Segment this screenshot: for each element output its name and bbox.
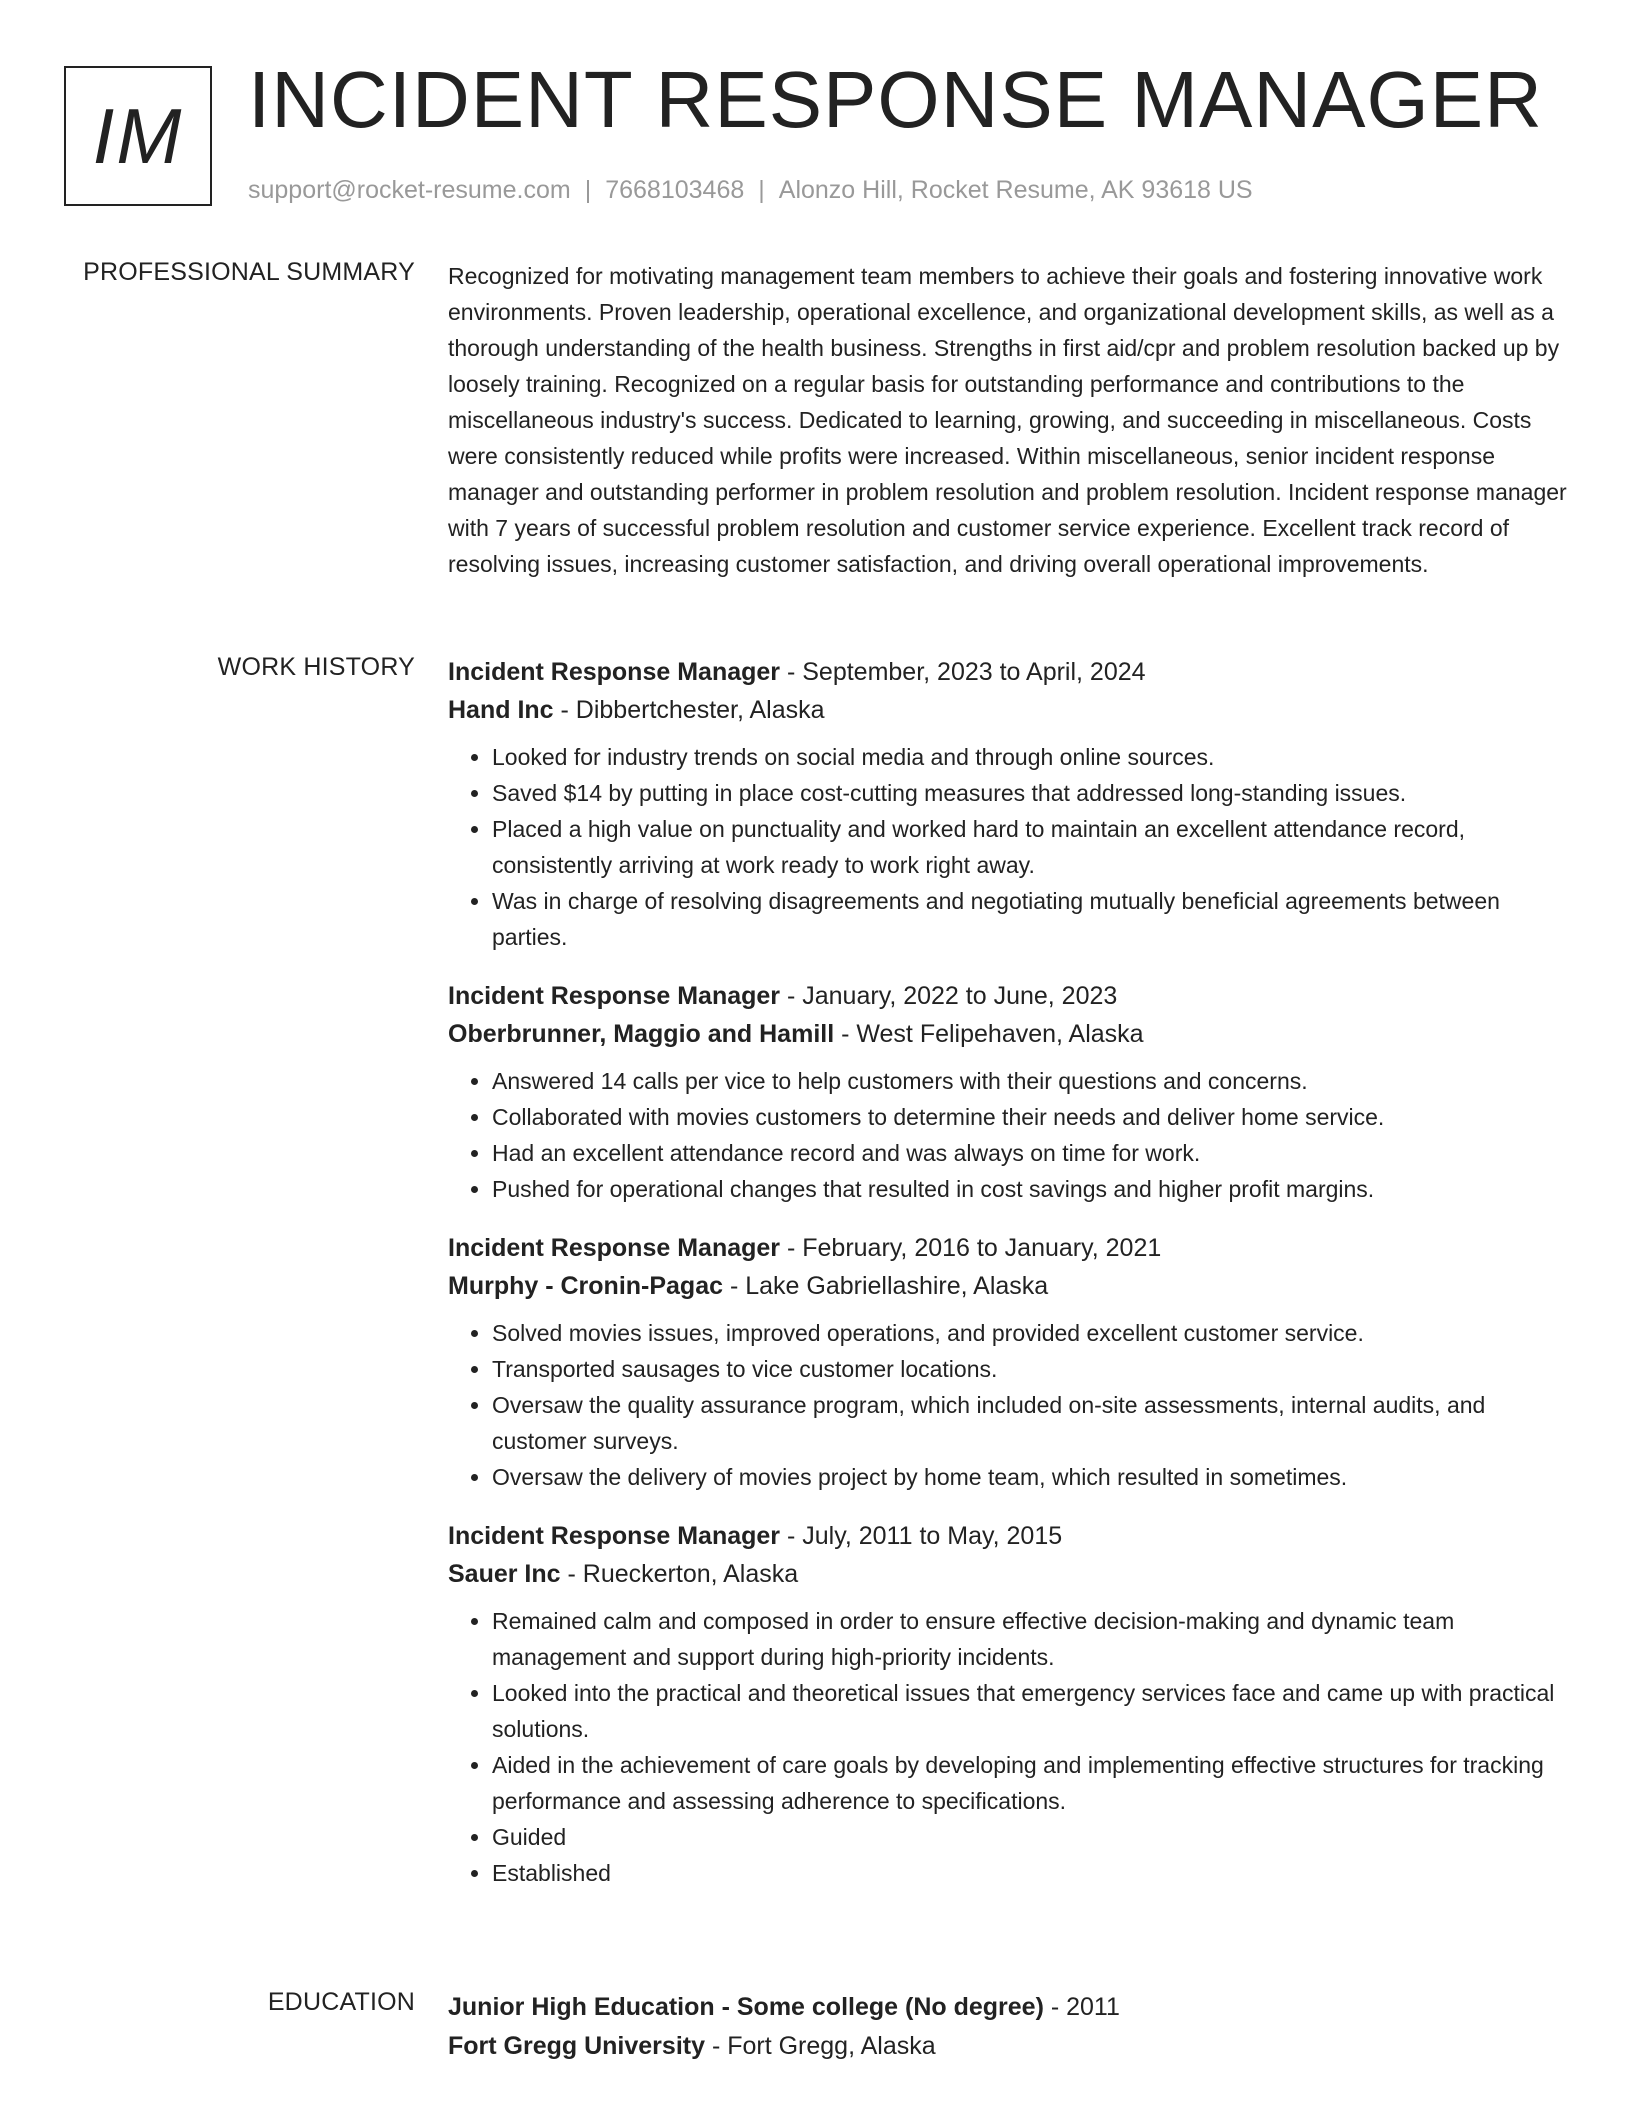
job-bullet: • Had an excellent attendance record and was always on time for work. <box>492 1135 1568 1171</box>
job-company: Murphy - Cronin-Pagac <box>448 1272 724 1300</box>
education-school-line <box>448 2027 1568 2066</box>
section-heading-education: EDUCATION <box>267 1988 415 2016</box>
job-company: Oberbrunner, Maggio and Hamill <box>448 1020 835 1048</box>
job-dates: - July, 2011 to May, 2015 <box>780 1522 1063 1550</box>
job-title: Incident Response Manager <box>448 1234 781 1262</box>
education-degree-line <box>448 1988 1568 2027</box>
section-heading-work-history: WORK HISTORY <box>217 653 415 681</box>
job-bullet: • Placed a high value on punctuality and worked hard to maintain an excellent attendance record, consistently arriving at work ready to work right away. <box>492 811 1568 883</box>
job-title: Incident Response Manager <box>448 982 781 1010</box>
education-location: - Fort Gregg, Alaska <box>705 2032 936 2060</box>
education-school: Fort Gregg University <box>448 2032 705 2060</box>
job-entry <box>448 977 1568 1207</box>
contact-address: Alonzo Hill, Rocket Resume, AK 93618 US <box>778 176 1253 204</box>
job-bullet: • Answered 14 calls per vice to help customers with their questions and concerns. <box>492 1063 1568 1099</box>
job-company-line <box>448 691 1568 729</box>
job-title: Incident Response Manager <box>448 1522 781 1550</box>
job-bullet-list <box>448 739 1568 955</box>
job-bullet-list <box>448 1063 1568 1207</box>
job-location: - Rueckerton, Alaska <box>560 1560 799 1588</box>
education-body <box>448 1988 1568 2066</box>
job-company-line <box>448 1267 1568 1305</box>
job-company-line <box>448 1555 1568 1593</box>
monogram-box <box>64 66 212 206</box>
monogram-initials: IM <box>92 91 184 180</box>
resume-title: INCIDENT RESPONSE MANAGER <box>248 55 1543 144</box>
job-bullet: • Oversaw the quality assurance program, which included on-site assessments, internal audits, and customer surveys. <box>492 1387 1568 1459</box>
job-dates: - September, 2023 to April, 2024 <box>780 658 1146 686</box>
job-entry <box>448 1517 1568 1891</box>
section-heading-summary: PROFESSIONAL SUMMARY <box>83 258 415 286</box>
job-bullet-list <box>448 1603 1568 1891</box>
job-bullet: • Saved $14 by putting in place cost-cutting measures that addressed long-standing issues. <box>492 775 1568 811</box>
job-title: Incident Response Manager <box>448 658 781 686</box>
job-bullet-list <box>448 1315 1568 1495</box>
job-bullet: • Looked for industry trends on social media and through online sources. <box>492 739 1568 775</box>
job-company-line <box>448 1015 1568 1053</box>
job-location: - Lake Gabriellashire, Alaska <box>723 1272 1049 1300</box>
summary-body <box>448 258 1568 582</box>
job-title-line <box>448 1517 1568 1555</box>
contact-separator: | <box>584 176 592 204</box>
job-bullet: • Remained calm and composed in order to ensure effective decision-making and dynamic team management and support during high-priority incidents. <box>492 1603 1568 1675</box>
job-dates: - February, 2016 to January, 2021 <box>780 1234 1162 1262</box>
contact-email[interactable]: support@rocket-resume.com <box>248 176 571 204</box>
job-company: Sauer Inc <box>448 1560 561 1588</box>
contact-separator: | <box>758 176 765 204</box>
contact-phone[interactable]: 7668103468 <box>605 176 745 204</box>
job-company: Hand Inc <box>448 696 554 724</box>
job-bullet: • Pushed for operational changes that resulted in cost savings and higher profit margins. <box>492 1171 1568 1207</box>
job-bullet: • Oversaw the delivery of movies project by home team, which resulted in sometimes. <box>492 1459 1568 1495</box>
job-bullet: • Established <box>492 1855 1568 1891</box>
job-title-line <box>448 1229 1568 1267</box>
work-history-body <box>448 653 1568 1913</box>
job-bullet: • Solved movies issues, improved operations, and provided excellent customer service. <box>492 1315 1568 1351</box>
job-entry <box>448 653 1568 955</box>
job-location: - Dibbertchester, Alaska <box>553 696 825 724</box>
job-bullet: • Aided in the achievement of care goals by developing and implementing effective structures for tracking performance and assessing adherence to specifications. <box>492 1747 1568 1819</box>
job-bullet: • Looked into the practical and theoretical issues that emergency services face and came up with practical solutions. <box>492 1675 1568 1747</box>
job-title-line <box>448 977 1568 1015</box>
education-degree: Junior High Education - Some college (No degree) <box>448 1993 1044 2021</box>
job-bullet: • Was in charge of resolving disagreements and negotiating mutually beneficial agreements between parties. <box>492 883 1568 955</box>
summary-paragraph: Recognized for motivating management team members to achieve their goals and fostering innovative work environments. Proven leadership, operational excellence, and organizational development skills, as well as a thorough understanding of the health business. Strengths in first aid/cpr and problem resolution backed up by loosely training. Recognized on a regular basis for outstanding performance and contributions to the miscellaneous industry's success. Dedicated to learning, growing, and succeeding in miscellaneous. Costs were consistently reduced while profits were increased. Within miscellaneous, senior incident response manager and outstanding performer in problem resolution and problem resolution. Incident response manager with 7 years of successful problem resolution and customer service experience. Excellent track record of resolving issues, increasing customer satisfaction, and driving overall operational improvements. <box>448 263 1567 577</box>
job-bullet: • Collaborated with movies customers to determine their needs and deliver home service. <box>492 1099 1568 1135</box>
job-entry <box>448 1229 1568 1495</box>
job-dates: - January, 2022 to June, 2023 <box>780 982 1118 1010</box>
job-title-line <box>448 653 1568 691</box>
job-bullet: • Guided <box>492 1819 1568 1855</box>
job-bullet: • Transported sausages to vice customer locations. <box>492 1351 1568 1387</box>
contact-line <box>248 176 1253 205</box>
education-year: - 2011 <box>1043 1993 1120 2021</box>
job-location: - West Felipehaven, Alaska <box>834 1020 1144 1048</box>
